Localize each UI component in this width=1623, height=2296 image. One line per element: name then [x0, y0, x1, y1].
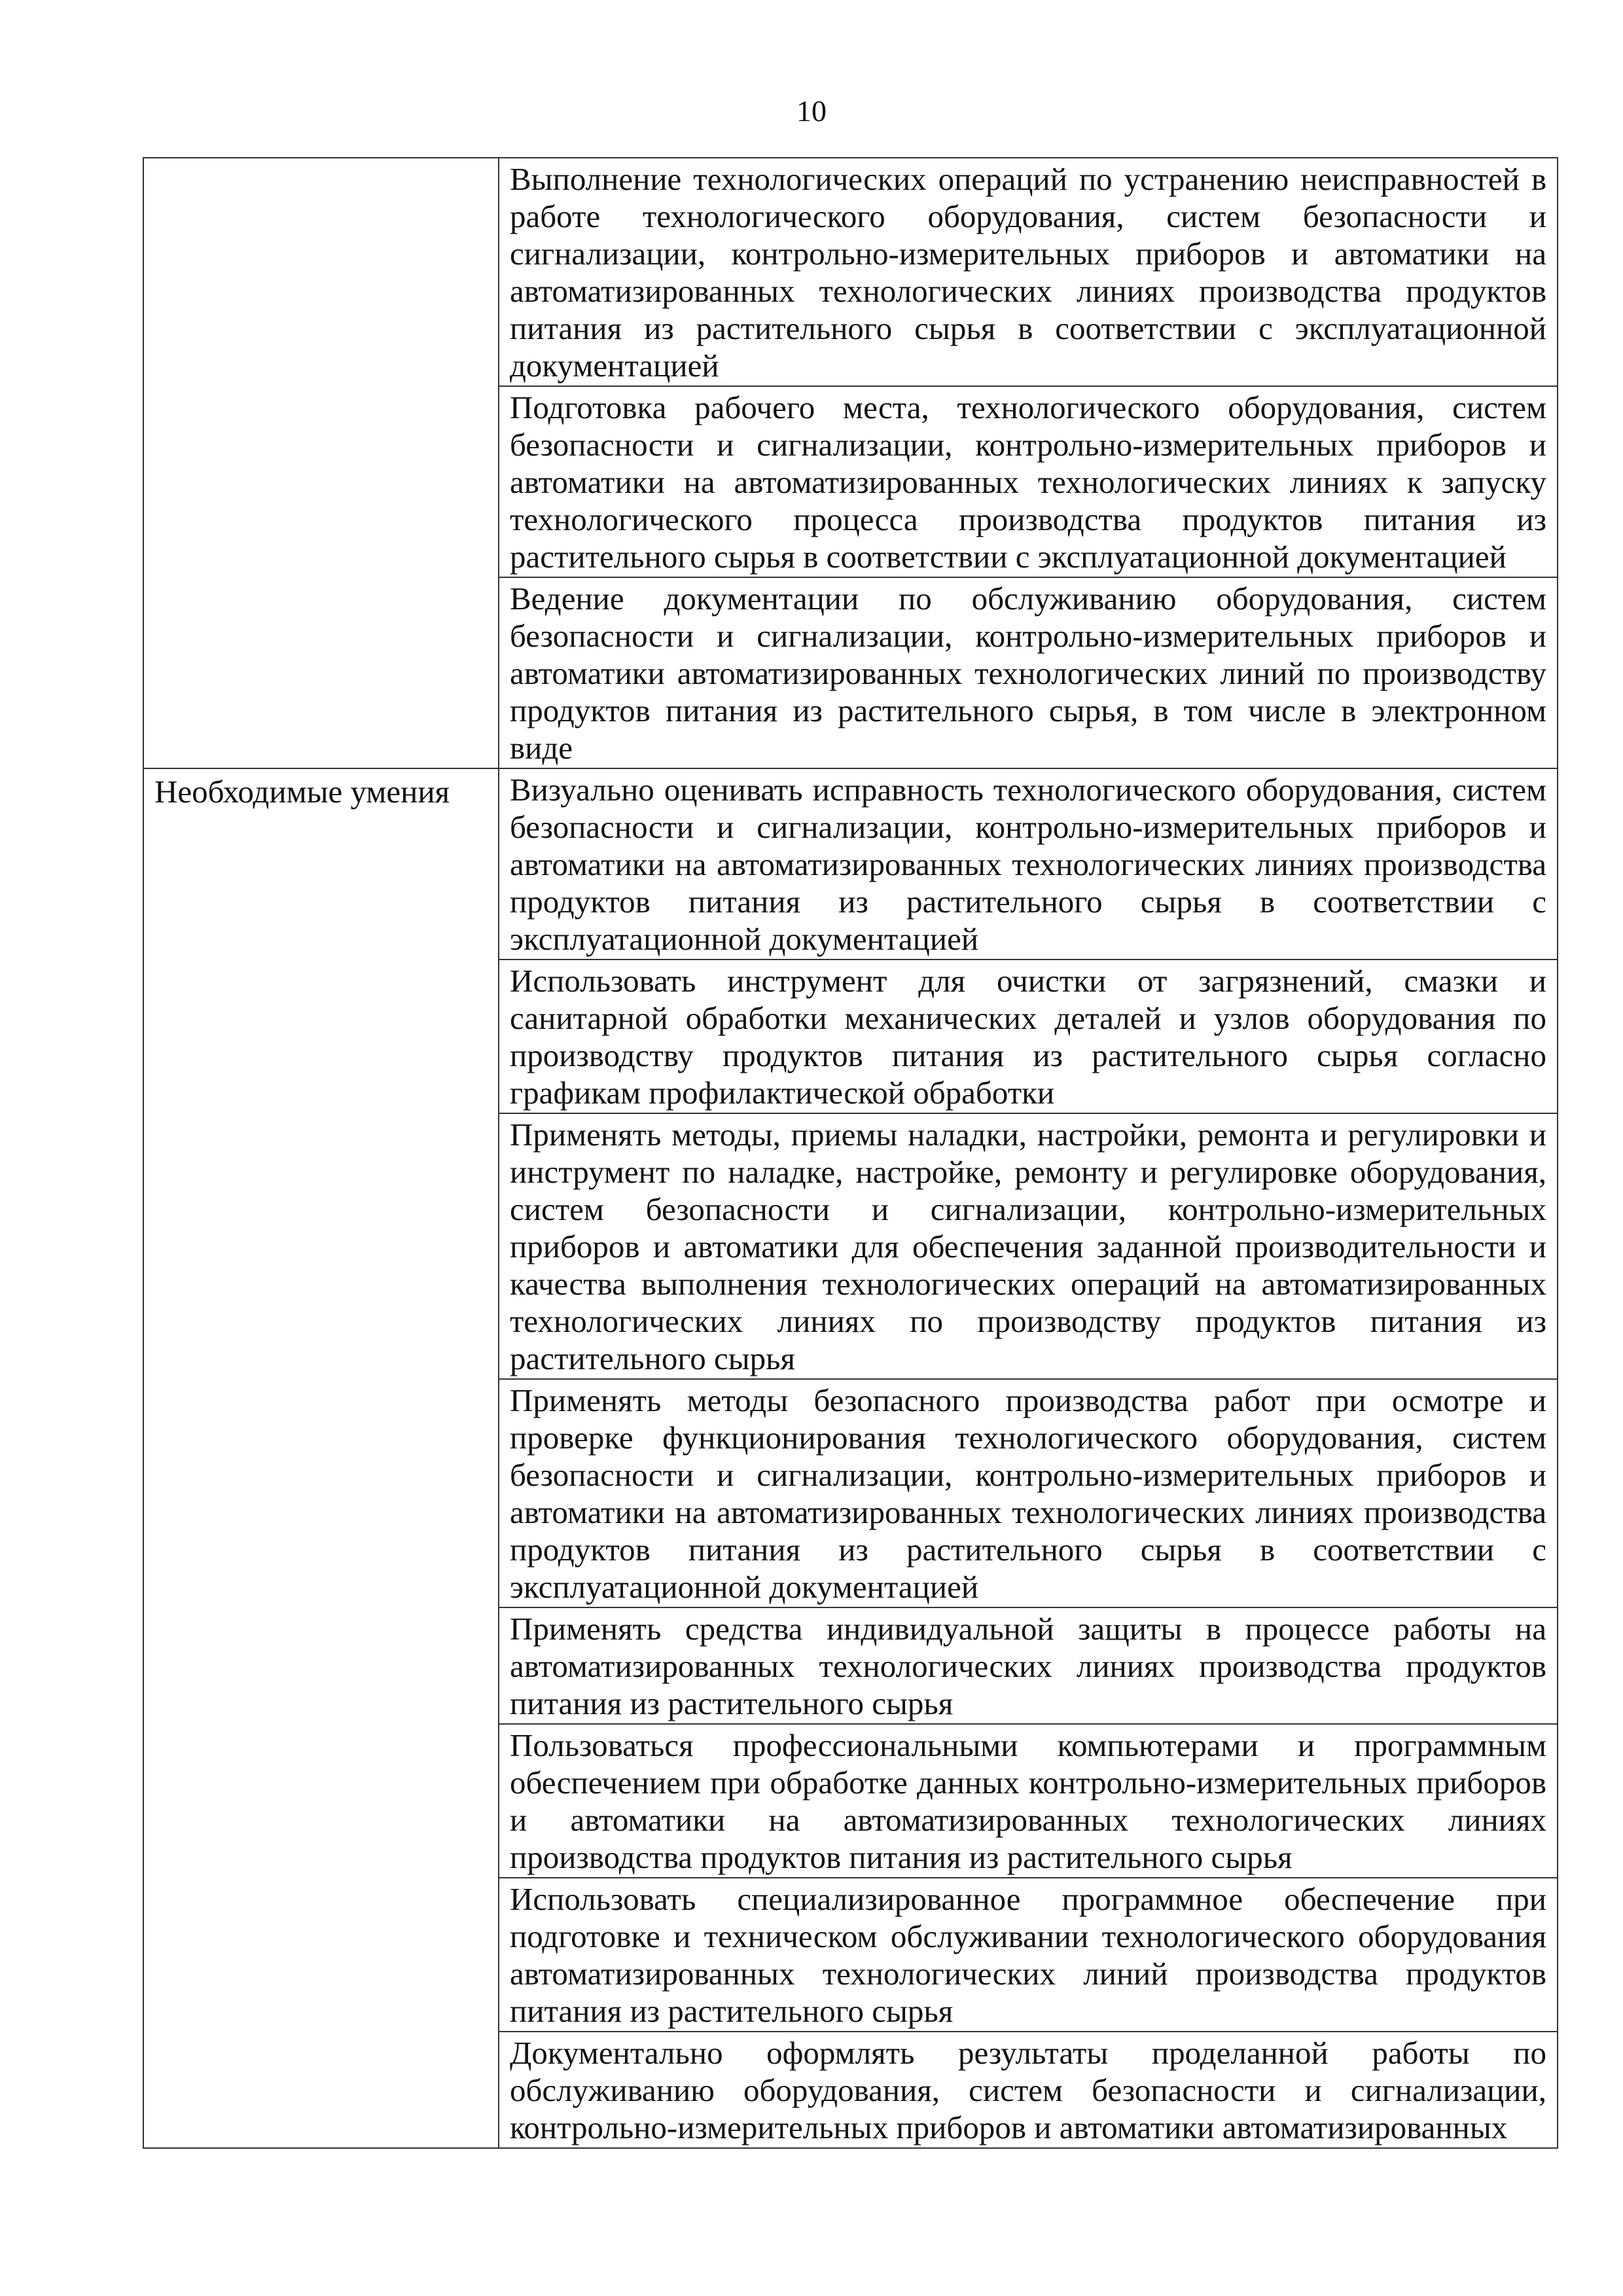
list-item: Визуально оценивать исправность технологического оборудования, систем безопасности и сигнализации, контрольно-измерительных приборов и автоматики на автоматизированных технологических линиях производства продуктов питания из растительного сырья в соответствии с эксплуатационной документацией [499, 769, 1557, 960]
section-items-cell [499, 768, 1558, 2148]
list-item: Применять методы, приемы наладки, настройки, ремонта и регулировки и инструмент по наладке, настройке, ремонту и регулировке оборудования, систем безопасности и сигнализации, контрольно-измерительных приборов и автоматики для обеспечения заданной производительности и качества выполнения технологических операций на автоматизированных технологических линиях по производству продуктов питания из растительного сырья [499, 1114, 1557, 1380]
table-row [143, 768, 1558, 2148]
list-item: Использовать инструмент для очистки от загрязнений, смазки и санитарной обработки механических деталей и узлов оборудования по производству продуктов питания из растительного сырья согласно графикам профилактической обработки [499, 960, 1557, 1114]
section-label: Необходимые умения [154, 774, 450, 810]
page-number: 10 [796, 94, 827, 128]
table-row [143, 158, 1558, 768]
list-item: Подготовка рабочего места, технологического оборудования, систем безопасности и сигнализации, контрольно-измерительных приборов и автоматики на автоматизированных технологических линиях к запуску технологического процесса производства продуктов питания из растительного сырья в соответствии с эксплуатационной документацией [499, 387, 1557, 578]
list-item: Использовать специализированное программное обеспечение при подготовке и техническом обслуживании технологического оборудования автоматизированных технологических линий производства продуктов питания из растительного сырья [499, 1878, 1557, 2032]
section-items-cell [499, 158, 1558, 768]
section-label-cell [143, 768, 499, 2148]
section-label-cell [143, 158, 499, 768]
list-item: Документально оформлять результаты проделанной работы по обслуживанию оборудования, систем безопасности и сигнализации, контрольно-измерительных приборов и автоматики автоматизированных [510, 2035, 1546, 2145]
list-item: Пользоваться профессиональными компьютерами и программным обеспечением при обработке данных контрольно-измерительных приборов и автоматики на автоматизированных технологических линиях производства продуктов питания из растительного сырья [499, 1725, 1557, 1878]
section-label [144, 158, 498, 162]
list-item: Применять средства индивидуальной защиты в процессе работы на автоматизированных технологических линиях производства продуктов питания из растительного сырья [499, 1608, 1557, 1725]
requirements-table [143, 157, 1558, 2149]
list-item: Ведение документации по обслуживанию оборудования, систем безопасности и сигнализации, контрольно-измерительных приборов и автоматики автоматизированных технологических линий по производству продуктов питания из растительного сырья, в том числе в электронном виде [510, 581, 1546, 766]
list-item: Выполнение технологических операций по устранению неисправностей в работе технологического оборудования, систем безопасности и сигнализации, контрольно-измерительных приборов и автоматики на автоматизированных технологических линиях производства продуктов питания из растительного сырья в соответствии с эксплуатационной документацией [499, 158, 1557, 387]
list-item: Применять методы безопасного производства работ при осмотре и проверке функционирования технологического оборудования, систем безопасности и сигнализации, контрольно-измерительных приборов и автоматики на автоматизированных технологических линиях производства продуктов питания из растительного сырья в соответствии с эксплуатационной документацией [499, 1380, 1557, 1608]
